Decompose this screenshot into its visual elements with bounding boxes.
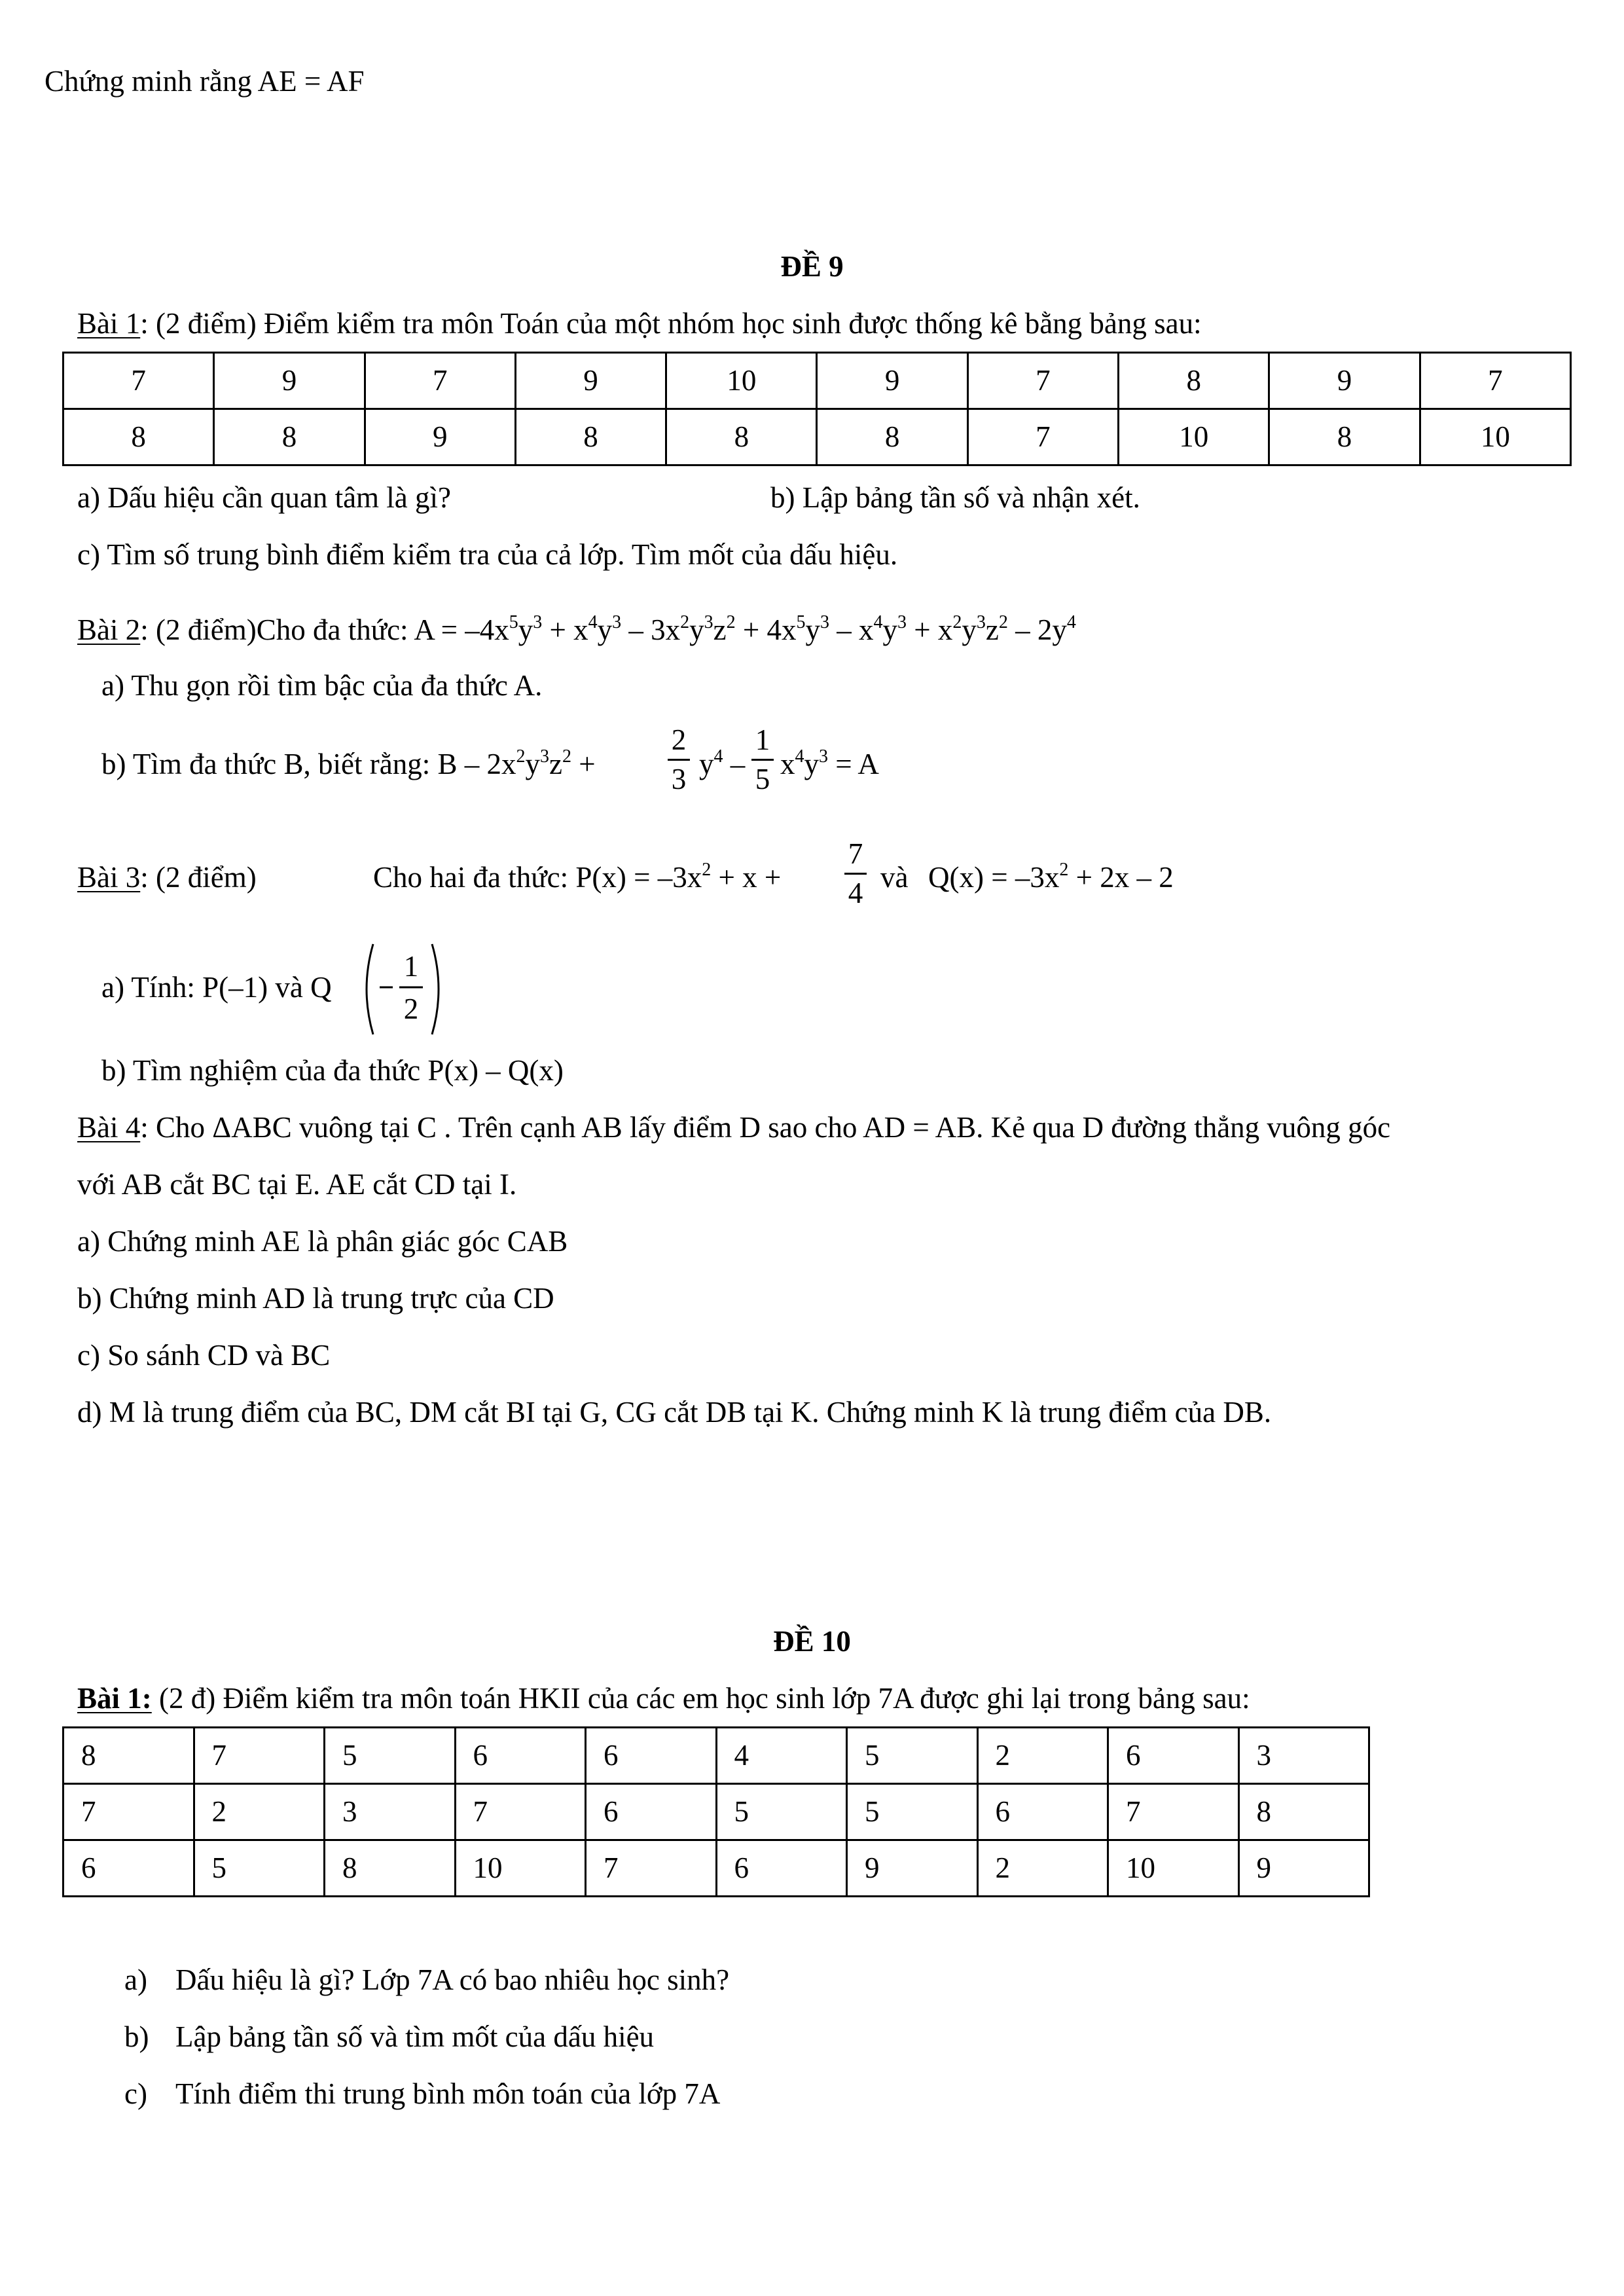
frac-num: 1 (403, 950, 419, 983)
de9-bai2-qb-lead: b) Tìm đa thức B, biết rằng: B – 2x (101, 748, 516, 780)
table-cell: 2 (194, 1784, 325, 1840)
frac-num: 1 (755, 723, 770, 756)
table-cell: 6 (716, 1840, 847, 1897)
de9-bai2-heading: Bài 2: (2 điểm)Cho đa thức: $A = -4x^5y^3 + x^4y^3 - 3x^2y^3z^2 + 4x^5y^3 - x^4y^3 + x^2y^3z^2 - 2y^4$ (77, 612, 1076, 646)
de9-title: ĐỀ 9 (780, 250, 844, 283)
de9-bai1-heading (77, 309, 1202, 338)
table-cell: 5 (325, 1728, 456, 1784)
de9-bai2-qa: a) Thu gọn rồi tìm bậc của đa thức A. (101, 669, 543, 702)
table-cell: 8 (817, 409, 967, 465)
de9-bai3-q-tail: + 2x – 2 (1068, 861, 1174, 894)
table-cell: 3 (325, 1784, 456, 1840)
de9-bai2-label: Bài 2 (77, 613, 141, 646)
table-row (63, 1728, 1369, 1784)
frac-den: 2 (403, 993, 419, 1025)
de9-bai4-qc: c) So sánh CD và BC (77, 1339, 331, 1372)
table-cell: 6 (977, 1784, 1108, 1840)
table-cell: 8 (63, 409, 214, 465)
table-cell: 7 (967, 353, 1118, 409)
question-mark: a) (124, 1963, 147, 1996)
de9-score-table-body (63, 353, 1571, 465)
de9-score-table (62, 352, 1572, 466)
de9-bai4-line1 (77, 1113, 1390, 1142)
table-cell: 7 (455, 1784, 586, 1840)
de9-bai3-heading (77, 863, 257, 892)
de9-bai3-q: $Q(x) = -3x^2 + 2x - 2$ (928, 860, 1174, 894)
frac-num: 7 (848, 837, 863, 870)
de9-bai2-qb-tail: = A (828, 748, 879, 780)
table-cell: 8 (515, 409, 666, 465)
frac-den: 4 (848, 877, 863, 909)
de9-bai4-line2: với AB cắt BC tại E. AE cắt CD tại I. (77, 1168, 517, 1201)
table-cell: 7 (1108, 1784, 1239, 1840)
de10-score-table-body (63, 1728, 1369, 1897)
question-text: Tính điểm thi trung bình môn toán của lớp 7A (175, 2077, 721, 2110)
table-cell: 8 (63, 1728, 194, 1784)
de10-bai1-text: (2 đ) Điểm kiểm tra môn toán HKII của các em học sinh lớp 7A được ghi lại trong bảng sau: (151, 1682, 1250, 1715)
table-row (63, 1784, 1369, 1840)
table-cell: 10 (666, 353, 817, 409)
de9-bai3-qa: a) Tính: P(–1) và Q (101, 971, 332, 1004)
de9-bai1-qb: b) Lập bảng tần số và nhận xét. (770, 481, 1140, 514)
table-row (63, 353, 1571, 409)
table-cell: 7 (586, 1840, 717, 1897)
table-cell: 2 (977, 1840, 1108, 1897)
table-cell: 6 (63, 1840, 194, 1897)
table-cell: 5 (847, 1784, 978, 1840)
de9-bai3-frac-7-4 (844, 839, 867, 908)
de9-bai2-frac-2-3 (668, 725, 690, 794)
de9-bai2-qb: b) Tìm đa thức B, biết rằng: B – $2x^2y^3z^2$ + (101, 746, 596, 780)
table-cell: 7 (365, 353, 515, 409)
table-cell: 7 (967, 409, 1118, 465)
de9-bai1-qc: c) Tìm số trung bình điểm kiểm tra của cả lớp. Tìm mốt của dấu hiệu. (77, 538, 898, 571)
de10-title: ĐỀ 10 (773, 1625, 851, 1658)
table-cell: 5 (847, 1728, 978, 1784)
table-cell: 7 (63, 1784, 194, 1840)
table-cell: 8 (1119, 353, 1269, 409)
de10-score-table (62, 1726, 1370, 1897)
intro-line: Chứng minh rằng AE = AF (45, 65, 365, 98)
frac-den: 3 (671, 763, 687, 795)
table-cell: 6 (455, 1728, 586, 1784)
de9-bai1-text: : (2 điểm) Điểm kiểm tra môn Toán của một nhóm học sinh được thống kê bằng bảng sau: (140, 307, 1202, 340)
de9-bai3-points: : (2 điểm) (140, 861, 257, 894)
de9-bai4-line1-text: : Cho ΔABC vuông tại C . Trên cạnh AB lấy điểm D sao cho AD = AB. Kẻ qua D đường thẳng vuông góc (140, 1111, 1391, 1144)
table-cell: 6 (586, 1728, 717, 1784)
table-cell: 9 (214, 353, 365, 409)
de9-bai4-label: Bài 4 (77, 1111, 141, 1144)
de9-bai4-qb: b) Chứng minh AD là trung trực của CD (77, 1282, 554, 1315)
question-mark: b) (124, 2020, 149, 2053)
de9-bai1-qa: a) Dấu hiệu cần quan tâm là gì? (77, 481, 452, 514)
table-cell: 8 (214, 409, 365, 465)
table-cell: 9 (1269, 353, 1420, 409)
table-cell: 4 (716, 1728, 847, 1784)
de9-bai4-qa: a) Chứng minh AE là phân giác góc CAB (77, 1225, 568, 1258)
table-cell: 7 (63, 353, 214, 409)
question-text: Lập bảng tần số và tìm mốt của dấu hiệu (175, 2020, 655, 2053)
table-cell: 5 (194, 1840, 325, 1897)
table-cell: 8 (1269, 409, 1420, 465)
table-row (63, 1840, 1369, 1897)
table-cell: 10 (1420, 409, 1570, 465)
table-cell: 9 (365, 409, 515, 465)
table-row (63, 409, 1571, 465)
table-cell: 7 (1420, 353, 1570, 409)
table-cell: 9 (847, 1840, 978, 1897)
de10-bai1-label: Bài 1: (77, 1682, 152, 1715)
right-paren (432, 944, 439, 1034)
table-cell: 10 (1119, 409, 1269, 465)
table-cell: 2 (977, 1728, 1108, 1784)
table-cell: 8 (666, 409, 817, 465)
de9-bai4-qd: d) M là trung điểm của BC, DM cắt BI tại G, CG cắt DB tại K. Chứng minh K là trung điểm của DB. (77, 1396, 1272, 1429)
table-cell: 9 (1238, 1840, 1369, 1897)
table-cell: 8 (325, 1840, 456, 1897)
frac-num: 2 (671, 723, 687, 756)
table-cell: 6 (586, 1784, 717, 1840)
question-mark: c) (124, 2077, 147, 2110)
table-cell: 7 (194, 1728, 325, 1784)
table-cell: 10 (455, 1840, 586, 1897)
left-paren (367, 944, 373, 1034)
table-cell: 10 (1108, 1840, 1239, 1897)
de9-bai2-frac-1-5 (751, 725, 774, 794)
de9-bai3-lead: Cho hai đa thức: P(x) = –3x (373, 861, 702, 894)
de10-bai1-heading (77, 1684, 1250, 1713)
de9-bai2-lead: : (2 điểm)Cho đa thức: A = –4x (140, 613, 509, 646)
question-text: Dấu hiệu là gì? Lớp 7A có bao nhiêu học sinh? (175, 1963, 730, 1996)
table-cell: 9 (817, 353, 967, 409)
table-cell: 8 (1238, 1784, 1369, 1840)
de9-bai3-p: Cho hai đa thức: $P(x) = -3x^2 + x$ + (373, 860, 782, 894)
table-cell: 9 (515, 353, 666, 409)
de9-bai3-mid: và (880, 861, 909, 894)
de9-bai3-paren-expression (359, 940, 450, 1038)
table-cell: 5 (716, 1784, 847, 1840)
de9-bai3-label: Bài 3 (77, 861, 141, 894)
de9-bai3-q-lead: Q(x) = –3x (928, 861, 1060, 894)
de9-bai2-x4y3: $x^4y^3 = A$ (780, 746, 879, 780)
frac-den: 5 (755, 763, 770, 795)
de9-bai1-label: Bài 1 (77, 307, 141, 340)
table-cell: 3 (1238, 1728, 1369, 1784)
de9-bai3-qb: b) Tìm nghiệm của đa thức P(x) – Q(x) (101, 1054, 564, 1087)
de9-bai2-y4: $y^4$ – (699, 746, 746, 780)
table-cell: 6 (1108, 1728, 1239, 1784)
